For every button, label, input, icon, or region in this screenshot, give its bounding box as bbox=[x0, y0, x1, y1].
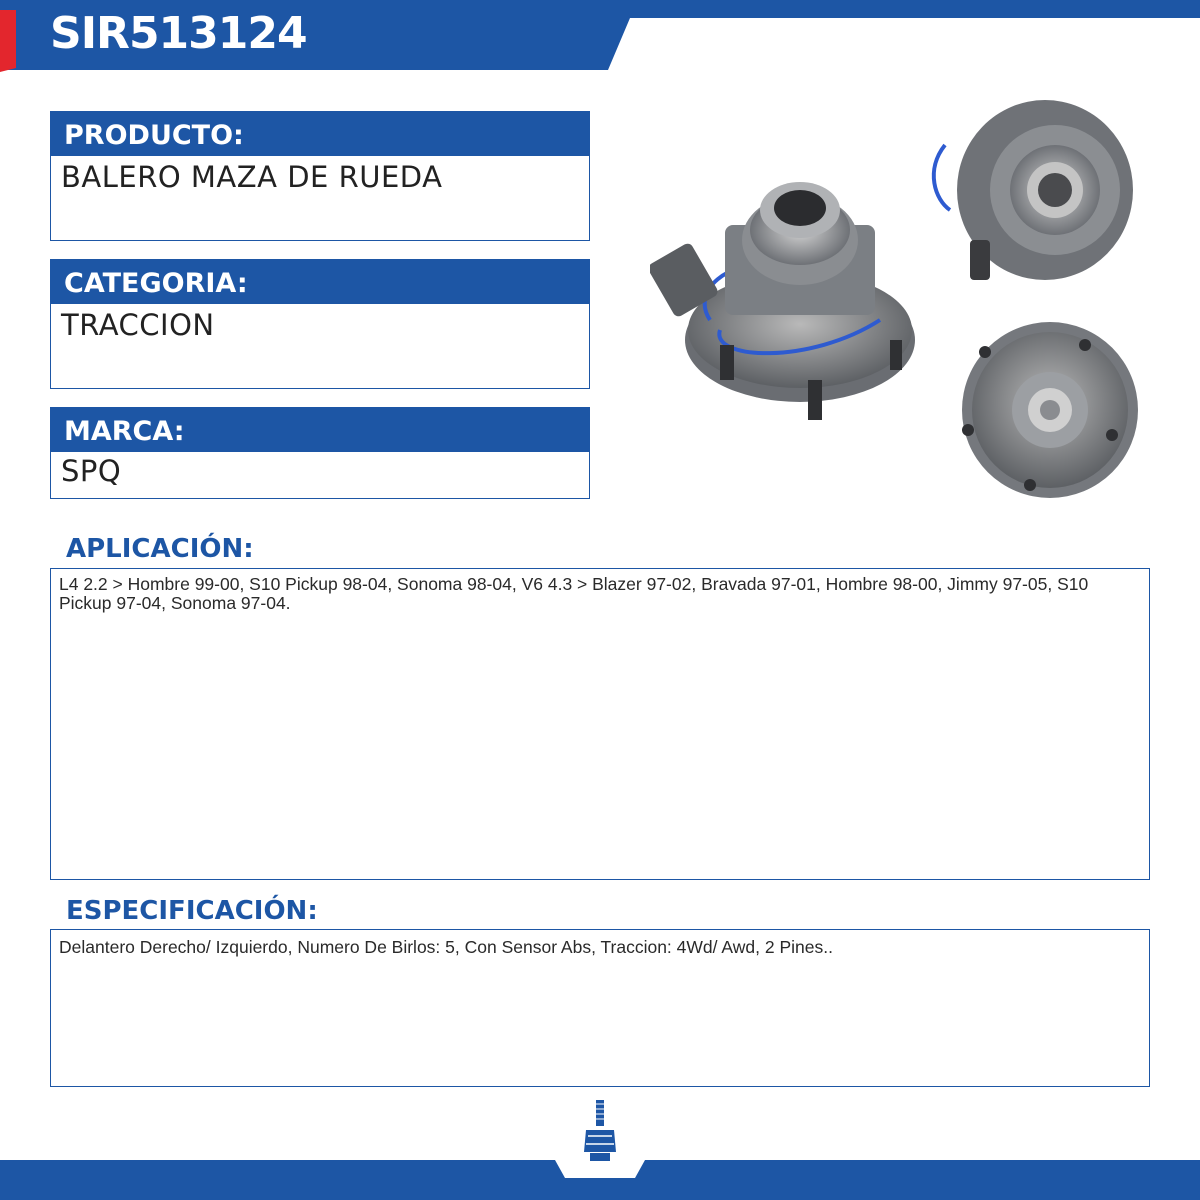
brand-label: MARCA: bbox=[51, 408, 589, 452]
cv-joint-icon bbox=[582, 1100, 618, 1162]
hub-image-face-view bbox=[962, 322, 1138, 498]
brand-box bbox=[50, 407, 590, 499]
footer-label: TRACCIÓN bbox=[566, 1164, 634, 1179]
specification-box bbox=[50, 929, 1150, 1087]
application-text: L4 2.2 > Hombre 99-00, S10 Pickup 98-04, Sonoma 98-04, V6 4.3 > Blazer 97-02, Bravada 97-01, Hombre 98-00, Jimmy 97-05, S10 Pickup 97-04, Sonoma 97-04. bbox=[59, 574, 1089, 613]
specification-title: ESPECIFICACIÓN: bbox=[66, 896, 318, 926]
product-images bbox=[650, 90, 1190, 520]
product-label: PRODUCTO: bbox=[51, 112, 589, 156]
application-box bbox=[50, 568, 1150, 880]
product-box bbox=[50, 111, 590, 241]
hub-image-side-view bbox=[650, 182, 915, 420]
hub-image-sensor-view bbox=[934, 100, 1133, 280]
brand-value: SPQ bbox=[61, 454, 122, 488]
product-value: BALERO MAZA DE RUEDA bbox=[61, 160, 443, 194]
category-box bbox=[50, 259, 590, 389]
category-value: TRACCION bbox=[61, 308, 215, 342]
part-number-title: SIR513124 bbox=[50, 8, 307, 59]
specification-text: Delantero Derecho/ Izquierdo, Numero De Birlos: 5, Con Sensor Abs, Traccion: 4Wd/ Awd, 2 Pines.. bbox=[59, 937, 833, 957]
application-title: APLICACIÓN: bbox=[66, 534, 254, 564]
category-label: CATEGORIA: bbox=[51, 260, 589, 304]
